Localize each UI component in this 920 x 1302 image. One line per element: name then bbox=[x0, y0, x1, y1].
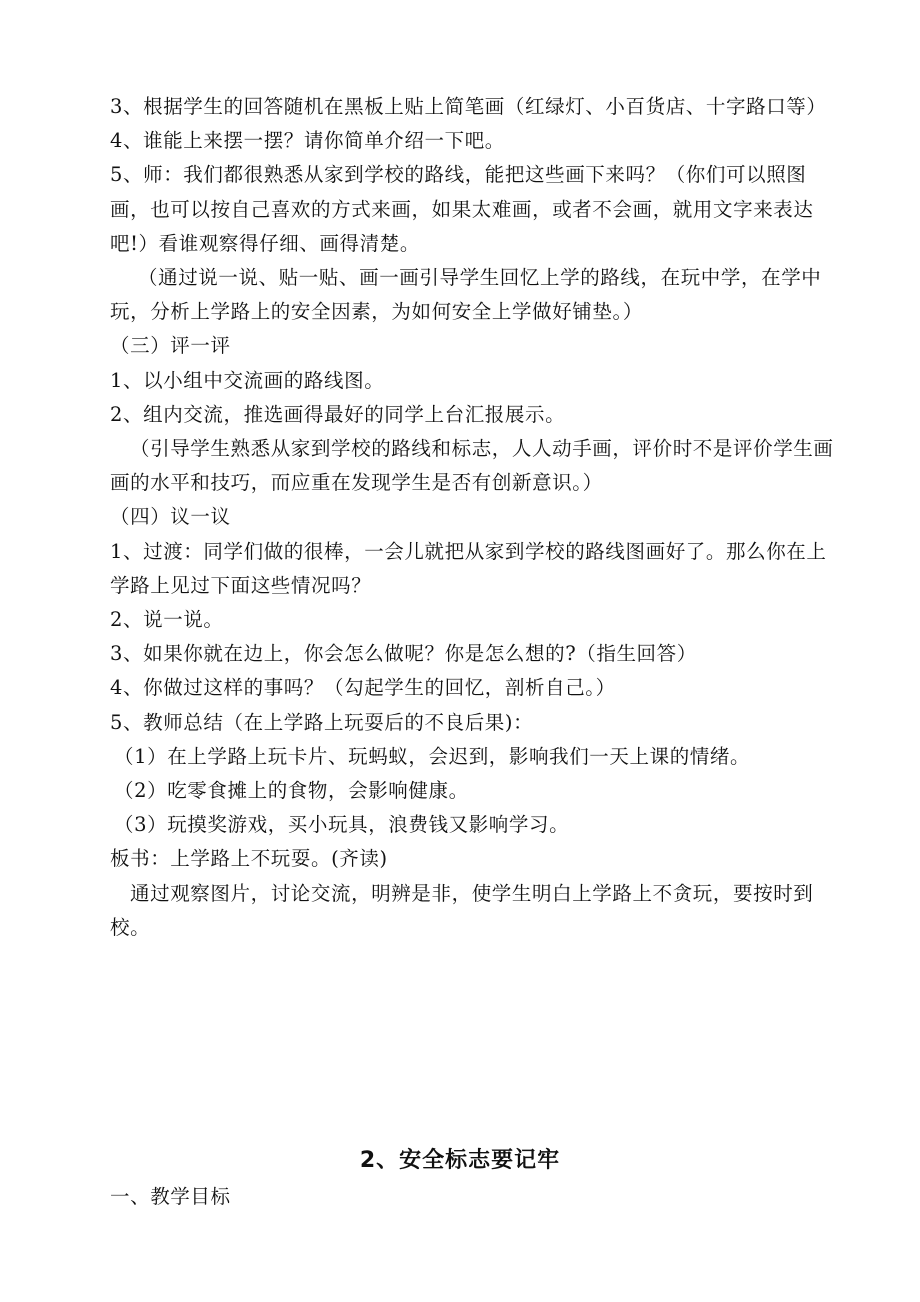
paragraph-evaluate-2: 2、组内交流，推选画得最好的同学上台汇报展示。 bbox=[110, 402, 566, 426]
section-title: 2、安全标志要记牢 bbox=[359, 1148, 561, 1173]
paragraph-discuss-5: 5、教师总结（在上学路上玩耍后的不良后果)： bbox=[110, 710, 534, 734]
paragraph-note-1: （通过说一说、贴一贴、画一画引导学生回忆上学的路线，在玩中学，在学中玩，分析上学路上的安全因素，为如何安全上学做好铺垫。） bbox=[110, 266, 822, 324]
heading-discuss: （四）议一议 bbox=[110, 505, 231, 529]
paragraph-step-3: 3、根据学生的回答随机在黑板上贴上简笔画（红绿灯、小百货店、十字路口等） bbox=[110, 95, 827, 118]
paragraph-blackboard: 板书：上学路上不玩耍。(齐读) bbox=[110, 847, 388, 871]
paragraph-note-3: 通过观察图片，讨论交流，明辨是非，使学生明白上学路上不贪玩，要按时到校。 bbox=[110, 881, 814, 939]
paragraph-discuss-4: 4、你做过这样的事吗？（勾起学生的回忆，剖析自己。） bbox=[110, 676, 616, 700]
paragraph-step-4: 4、谁能上来摆一摆？请你简单介绍一下吧。 bbox=[110, 129, 505, 153]
paragraph-summary-1: （1）在上学路上玩卡片、玩蚂蚁，会迟到，影响我们一天上课的情绪。 bbox=[114, 744, 751, 768]
paragraph-summary-3: （3）玩摸奖游戏，买小玩具，浪费钱又影响学习。 bbox=[114, 813, 570, 837]
paragraph-summary-2: （2）吃零食摊上的食物，会影响健康。 bbox=[114, 779, 469, 803]
paragraph-discuss-1: 1、过渡：同学们做的很棒，一会儿就把从家到学校的路线图画好了。那么你在上学路上见过下面这些情况吗？ bbox=[110, 539, 827, 597]
document-body bbox=[110, 90, 835, 945]
paragraph-discuss-2: 2、说一说。 bbox=[110, 608, 224, 632]
paragraph-evaluate-1: 1、以小组中交流画的路线图。 bbox=[110, 368, 385, 392]
paragraph-discuss-3: 3、如果你就在边上，你会怎么做呢？你是怎么想的?（指生回答） bbox=[110, 642, 697, 666]
paragraph-step-5: 5、师：我们都很熟悉从家到学校的路线，能把这些画下来吗？（你们可以照图画，也可以按自己喜欢的方式来画，如果太难画，或者不会画，就用文字来表达吧!）看谁观察得仔细、画得清楚。 bbox=[110, 163, 814, 255]
section-subheading: 一、教学目标 bbox=[110, 1185, 231, 1208]
heading-evaluate: （三）评一评 bbox=[110, 334, 231, 358]
paragraph-note-2: （引导学生熟悉从家到学校的路线和标志，人人动手画，评价时不是评价学生画画的水平和技巧，而应重在发现学生是否有创新意识。） bbox=[110, 437, 834, 495]
